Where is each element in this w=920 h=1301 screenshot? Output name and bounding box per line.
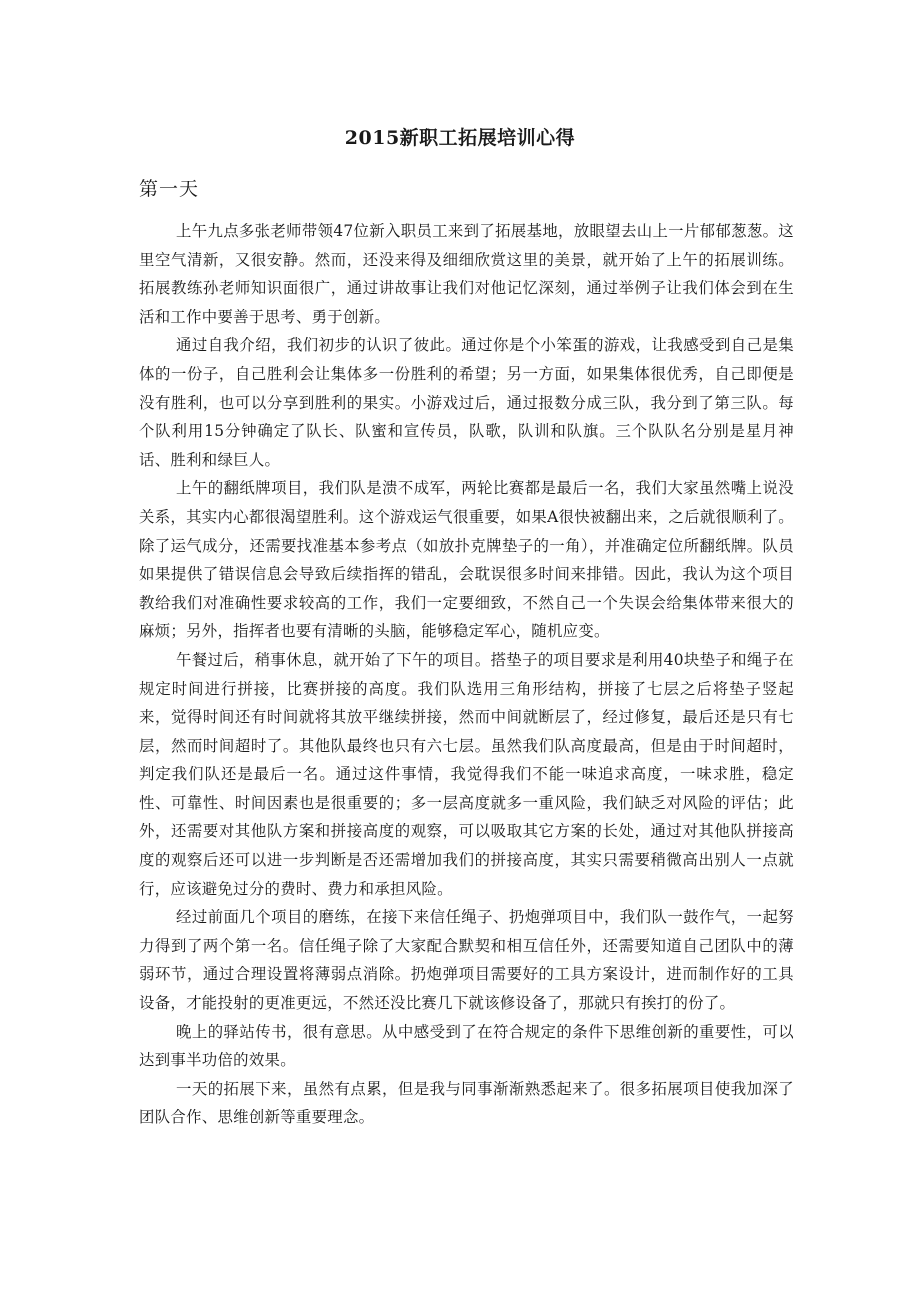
paragraph-4: 午餐过后，稍事休息，就开始了下午的项目。搭垫子的项目要求是利用40块垫子和绳子在规定时间进行拼接，比赛拼接的高度。我们队选用三角形结构，拼接了七层之后将垫子竖起来，觉得时间还有时间就将其放平继续拼接，然而中间就断层了，经过修复，最后还是只有七层，然而时间超时了。其他队最终也只有六七层。虽然我们队高度最高，但是由于时间超时，判定我们队还是最后一名。通过这件事情，我觉得我们不能一味追求高度，一味求胜，稳定性、可靠性、时间因素也是很重要的；多一层高度就多一重风险，我们缺乏对风险的评估；此外，还需要对其他队方案和拼接高度的观察，可以吸取其它方案的长处，通过对其他队拼接高度的观察后还可以进一步判断是否还需增加我们的拼接高度，其实只需要稍微高出别人一点就行，应该避免过分的费时、费力和承担风险。	[139, 650, 794, 898]
section-heading-day-one: 第一天	[139, 178, 200, 200]
document-body	[139, 217, 794, 1132]
document-title: 2015新职工拓展培训心得	[344, 127, 576, 149]
paragraph-3: 上午的翻纸牌项目，我们队是溃不成军，两轮比赛都是最后一名，我们大家虽然嘴上说没关系，其实内心都很渴望胜利。这个游戏运气很重要，如果A很快被翻出来，之后就很顺利了。除了运气成分，还需要找准基本参考点（如放扑克牌垫子的一角），并准确定位所翻纸牌。队员如果提供了错误信息会导致后续指挥的错乱，会耽误很多时间来排错。因此，我认为这个项目教给我们对准确性要求较高的工作，我们一定要细致，不然自己一个失误会给集体带来很大的麻烦；另外，指挥者也要有清晰的头脑，能够稳定军心，随机应变。	[139, 479, 794, 641]
paragraph-6: 晚上的驿站传书，很有意思。从中感受到了在符合规定的条件下思维创新的重要性，可以达到事半功倍的效果。	[139, 1022, 794, 1070]
paragraph-7: 一天的拓展下来，虽然有点累，但是我与同事渐渐熟悉起来了。很多拓展项目使我加深了团队合作、思维创新等重要理念。	[139, 1079, 794, 1127]
paragraph-2: 通过自我介绍，我们初步的认识了彼此。通过你是个小笨蛋的游戏，让我感受到自己是集体的一份子，自己胜利会让集体多一份胜利的希望；另一方面，如果集体很优秀，自己即便是没有胜利，也可以分享到胜利的果实。小游戏过后，通过报数分成三队，我分到了第三队。每个队利用15分钟确定了队长、队蜜和宣传员，队歌，队训和队旗。三个队队名分别是星月神话、胜利和绿巨人。	[139, 336, 794, 469]
paragraph-1: 上午九点多张老师带领47位新入职员工来到了拓展基地，放眼望去山上一片郁郁葱葱。这里空气清新，又很安静。然而，还没来得及细细欣赏这里的美景，就开始了上午的拓展训练。拓展教练孙老师知识面很广，通过讲故事让我们对他记忆深刻，通过举例子让我们体会到在生活和工作中要善于思考、勇于创新。	[139, 222, 794, 326]
paragraph-5: 经过前面几个项目的磨练，在接下来信任绳子、扔炮弹项目中，我们队一鼓作气，一起努力得到了两个第一名。信任绳子除了大家配合默契和相互信任外，还需要知道自己团队中的薄弱环节，通过合理设置将薄弱点消除。扔炮弹项目需要好的工具方案设计，进而制作好的工具设备，才能投射的更准更远，不然还没比赛几下就该修设备了，那就只有挨打的份了。	[139, 908, 794, 1013]
